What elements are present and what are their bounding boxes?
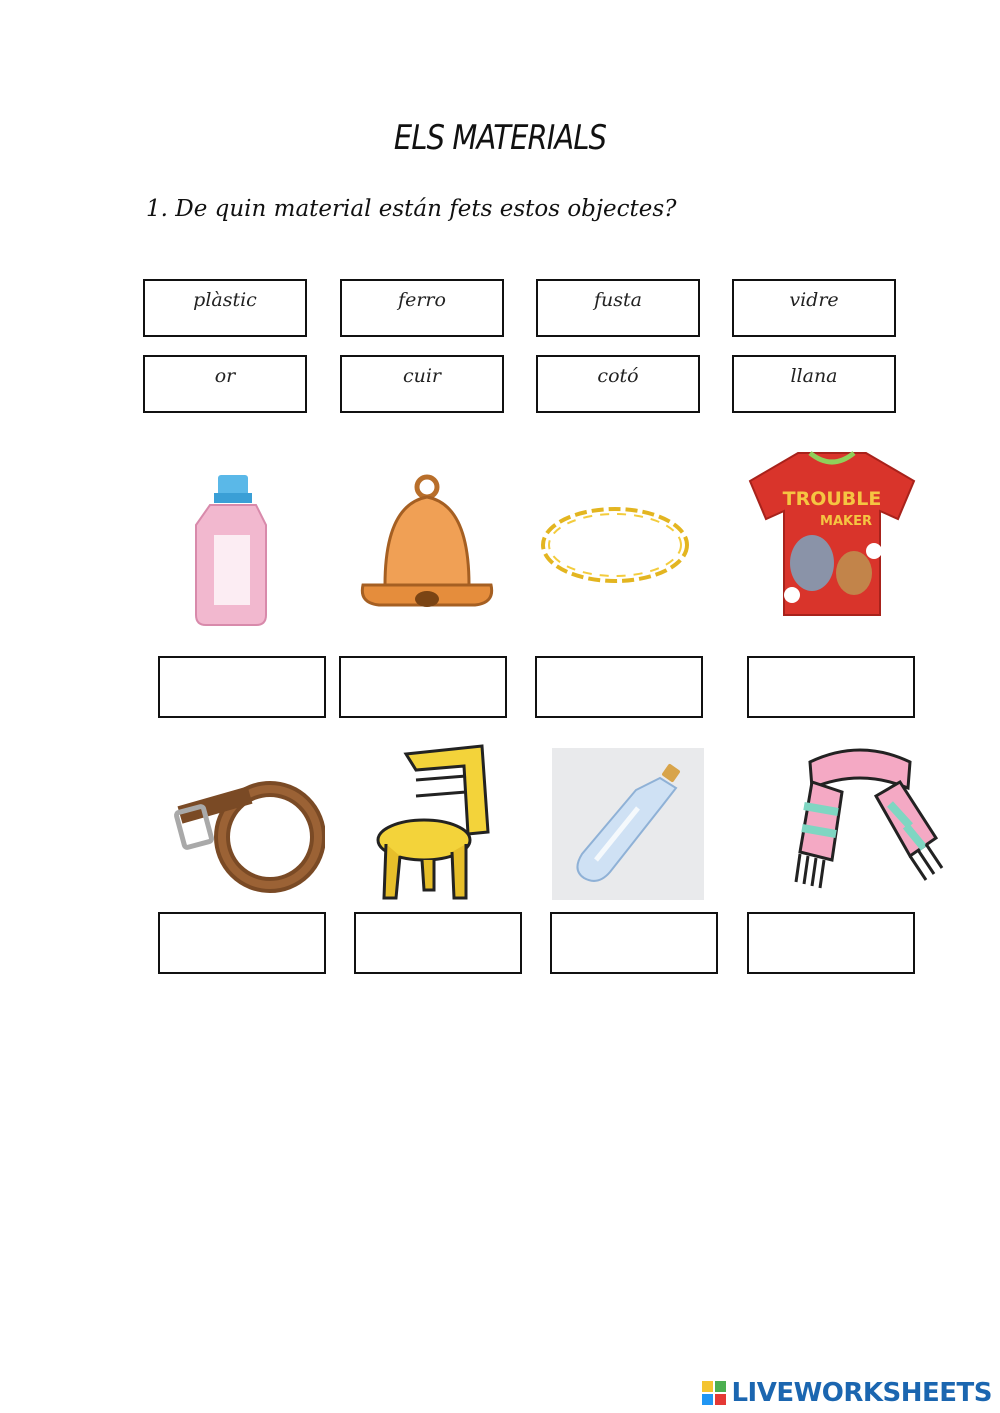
wool-scarf-image <box>760 742 950 902</box>
word-box-or: or <box>143 355 307 413</box>
word-box-plastic: plàstic <box>143 279 307 337</box>
plastic-bottle-image <box>150 455 320 635</box>
wooden-chair-image <box>372 740 492 905</box>
answer-input-bell[interactable] <box>339 656 507 718</box>
leather-belt-image <box>170 765 325 900</box>
liveworksheets-logo <box>701 1378 992 1408</box>
bell-image <box>345 465 505 615</box>
answer-input-chair[interactable] <box>354 912 522 974</box>
word-box-fusta: fusta <box>536 279 700 337</box>
answer-input-scarf[interactable] <box>747 912 915 974</box>
liveworksheets-logo-text: LIVEWORKSHEETS <box>731 1378 992 1408</box>
gold-chain-image <box>535 495 695 595</box>
question-text: 1. De quin material están fets estos objectes? <box>146 196 677 222</box>
answer-input-glass-bottle[interactable] <box>550 912 718 974</box>
word-box-vidre: vidre <box>732 279 896 337</box>
answer-input-tshirt[interactable] <box>747 656 915 718</box>
word-box-cuir: cuir <box>340 355 504 413</box>
word-box-ferro: ferro <box>340 279 504 337</box>
word-box-llana: llana <box>732 355 896 413</box>
glass-bottle-image <box>552 748 704 900</box>
answer-input-bottle[interactable] <box>158 656 326 718</box>
answer-input-chain[interactable] <box>535 656 703 718</box>
liveworksheets-logo-icon <box>701 1380 727 1406</box>
page-title: ELS MATERIALS <box>393 118 607 158</box>
word-box-coto: cotó <box>536 355 700 413</box>
shirt-text-trouble: TROUBLE <box>782 488 882 510</box>
shirt-text-maker: MAKER <box>820 514 872 529</box>
answer-input-belt[interactable] <box>158 912 326 974</box>
tshirt-image <box>748 445 916 617</box>
